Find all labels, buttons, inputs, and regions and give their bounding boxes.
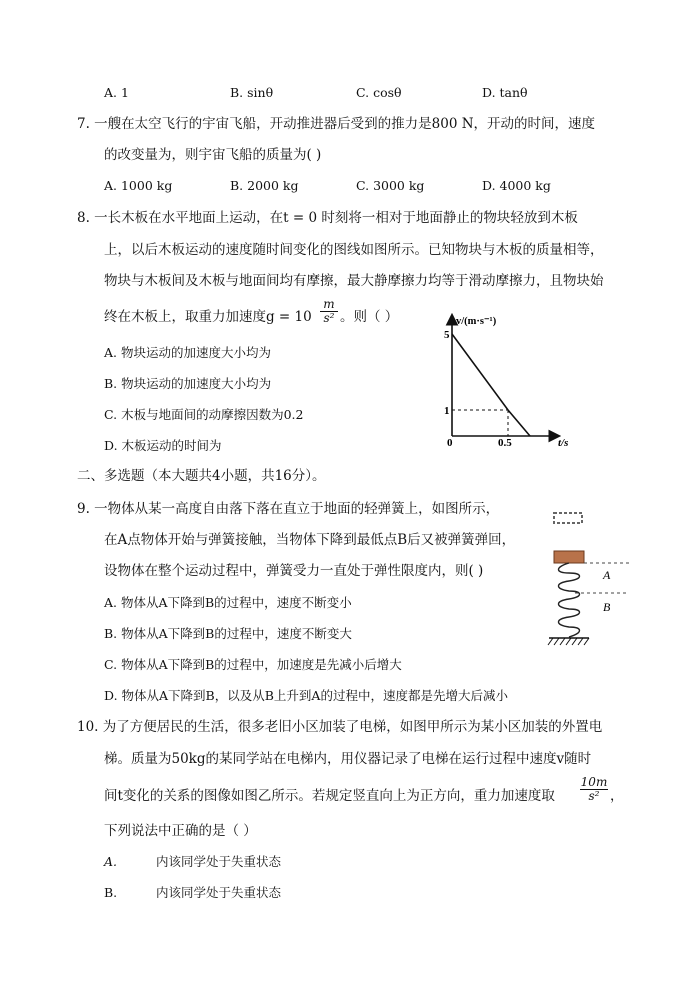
q8-frac-num: m (323, 297, 335, 311)
q8-line-4-post: 。则（ ） (340, 309, 399, 325)
block-on-spring-icon (554, 551, 584, 563)
q7-option-d: D. 4000 kg (482, 178, 551, 193)
q10-line-3-pre: 间t变化的关系的图像如图乙所示。若规定竖直向上为正方向，重力加速度取 (104, 788, 555, 804)
q10-line-4: 下列说法中正确的是（ ） (104, 823, 257, 839)
q9-option-b: B. 物体从A下降到B的过程中，速度不断变大 (104, 626, 352, 641)
q7-option-c: C. 3000 kg (356, 178, 425, 193)
q8-option-d: D. 木板运动的时间为 (104, 438, 222, 453)
q8-gravity-unit (320, 298, 338, 325)
q10-frac-den: s² (580, 789, 608, 803)
q8-option-c: C. 木板与地面间的动摩擦因数为0.2 (104, 407, 304, 422)
spring-icon (559, 563, 580, 637)
q8-frac-den: s² (320, 311, 338, 325)
label-a: A (603, 568, 611, 582)
q8-line-2: 上，以后木板运动的速度随时间变化的图线如图所示。已知物块与木板的质量相等， (104, 242, 604, 258)
q8-line-1: 8. 一长木板在水平地面上运动，在t = 0 时刻将一相对于地面静止的物块轻放到木板 (77, 210, 578, 226)
q10-line-1: 10. 为了方便居民的生活，很多老旧小区加装了电梯，如图甲所示为某小区加装的外置电 (77, 719, 603, 735)
q10-option-a-text: 内该同学处于失重状态 (156, 854, 282, 869)
q7-line-2: 的改变量为，则宇宙飞船的质量为( ) (104, 147, 322, 163)
q9-spring-figure (545, 505, 635, 655)
label-b: B (603, 600, 611, 614)
q7-line-1: 7. 一艘在太空飞行的宇宙飞船，开动推进器后受到的推力是800 N，开动的时间，速度 (77, 116, 596, 132)
q8-vt-graph (430, 310, 590, 450)
q10-option-b-letter: B. (104, 885, 118, 900)
graph-origin-label: 0 (447, 437, 453, 449)
q9-line-3: 设物体在整个运动过程中，弹簧受力一直处于弹性限度内，则( ) (104, 563, 484, 579)
q6-option-c: C. cosθ (356, 85, 402, 100)
q10-frac-num: 10m (580, 775, 608, 789)
graph-y-tick-1: 1 (444, 405, 450, 417)
falling-block-icon (554, 513, 582, 523)
q8-line-3: 物块与木板间及木板与地面间均有摩擦，最大静摩擦力均等于滑动摩擦力，且物块始 (104, 273, 604, 289)
q10-option-b-text: 内该同学处于失重状态 (156, 885, 282, 900)
q9-option-d: D. 物体从A下降到B，以及从B上升到A的过程中，速度都是先增大后减小 (104, 688, 508, 703)
q7-option-b: B. 2000 kg (230, 178, 299, 193)
q10-line-3-post: ， (610, 788, 624, 804)
section-2-heading: 二、多选题（本大题共4小题，共16分）。 (77, 468, 326, 484)
q9-line-1: 9. 一物体从某一高度自由落下落在直立于地面的轻弹簧上，如图所示， (77, 501, 500, 517)
q9-option-c: C. 物体从A下降到B的过程中，加速度是先减小后增大 (104, 657, 402, 672)
graph-x-label: t/s (558, 437, 569, 449)
ground-hatch-icon (548, 638, 589, 645)
q6-option-a: A. 1 (104, 85, 129, 100)
q8-line-4-pre: 终在木板上，取重力加速度g = 10 (104, 309, 312, 325)
q10-gravity-unit (580, 776, 608, 803)
q7-option-a: A. 1000 kg (104, 178, 173, 193)
q9-option-a: A. 物体从A下降到B的过程中，速度不断变小 (104, 595, 352, 610)
graph-y-tick-5: 5 (444, 329, 450, 341)
graph-velocity-line (452, 334, 530, 436)
graph-x-tick-05: 0.5 (498, 437, 512, 449)
q9-line-2: 在A点物体开始与弹簧接触，当物体下降到最低点B后又被弹簧弹回， (104, 532, 516, 548)
graph-y-label: v/(m·s⁻¹) (456, 316, 497, 327)
q10-line-2: 梯。质量为50kg的某同学站在电梯内，用仪器记录了电梯在运行过程中速度v随时 (104, 751, 592, 767)
q8-option-a: A. 物块运动的加速度大小均为 (104, 345, 271, 360)
q10-option-a-letter: A. (104, 854, 118, 869)
q6-option-d: D. tanθ (482, 85, 528, 100)
q8-option-b: B. 物块运动的加速度大小均为 (104, 376, 272, 391)
q6-option-b: B. sinθ (230, 85, 274, 100)
